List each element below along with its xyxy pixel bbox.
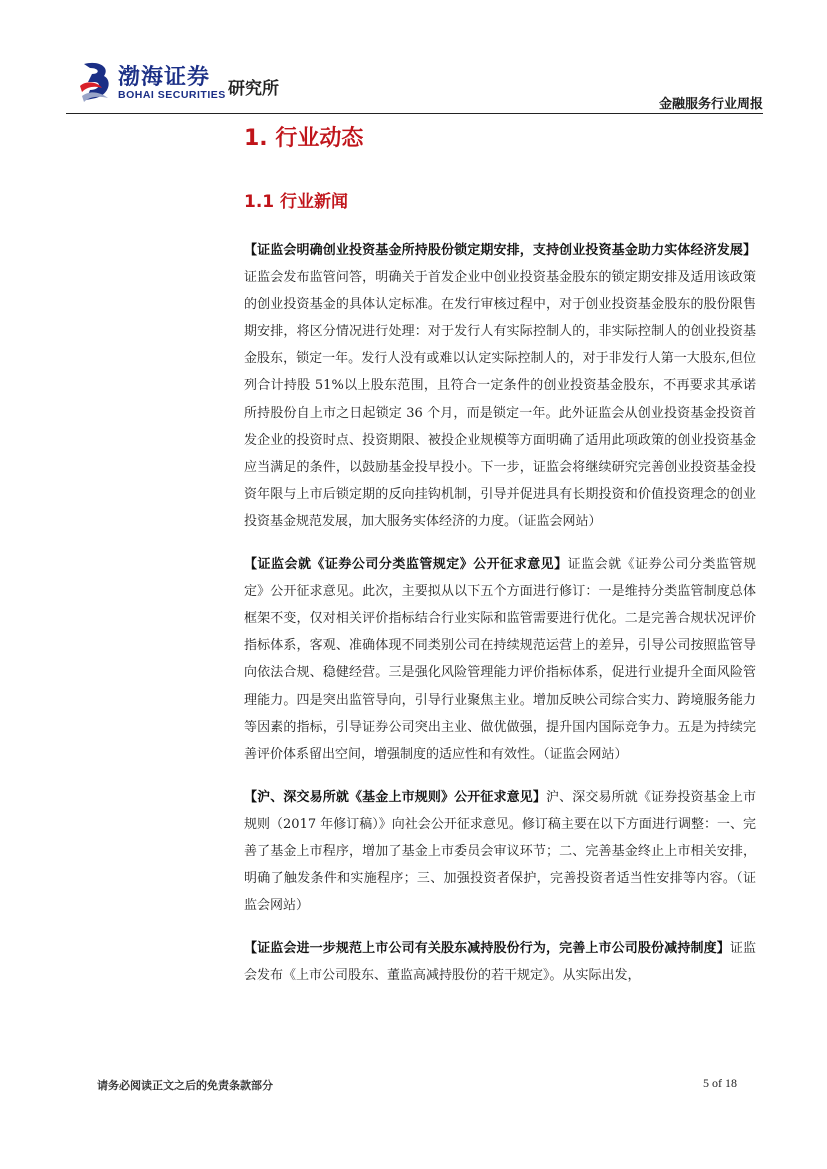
news-item	[244, 237, 756, 535]
news-headline: 【证监会进一步规范上市公司有关股东减持股份行为，完善上市公司股份减持制度】	[244, 941, 730, 957]
page-number: 5 of 18	[703, 1076, 737, 1090]
news-headline: 【证监会就《证券公司分类监管规定》公开征求意见】	[244, 557, 568, 573]
news-headline: 【证监会明确创业投资基金所持股份锁定期安排，支持创业投资基金助力实体经济发展】	[244, 243, 756, 258]
news-headline: 【沪、深交易所就《基金上市规则》公开征求意见】	[244, 789, 547, 805]
news-body: 证监会就《证券公司分类监管规定》公开征求意见。此次，主要拟从以下五个方面进行修订：一是维持分类监管制度总体框架不变，仅对相关评价指标结合行业实际和监管需要进行优化。二是完善合规状况评价指标体系，客观、准确体现不同类别公司在持续规范运营上的差异，引导公司按照监管导向依法合规、稳健经营。三是强化风险管理能力评价指标体系，促进行业提升全面风险管理能力。四是突出监管导向，引导行业聚焦主业。增加反映公司综合实力、跨境服务能力等因素的指标，引导证券公司突出主业、做优做强，提升国内国际竞争力。五是为持续完善评价体系留出空间，增强制度的适应性和有效性。（证监会网站）	[244, 557, 756, 762]
news-item	[244, 551, 756, 768]
page-header	[0, 0, 827, 115]
bohai-logo	[78, 60, 288, 106]
section-title: 1. 行业动态	[244, 126, 364, 151]
header-divider	[66, 113, 763, 114]
logo-chinese-name: 渤海证券	[118, 65, 211, 90]
news-body: 证监会发布《上市公司股东、董监高减持股份的若干规定》。从实际出发，	[244, 941, 756, 984]
news-item	[244, 784, 756, 919]
news-body: 沪、深交易所就《证券投资基金上市规则（2017 年修订稿）》向社会公开征求意见。修订稿主要在以下方面进行调整：一、完善了基金上市程序，增加了基金上市委员会审议环节；二、完善基金终止上市相关安排，明确了触发条件和实施程序；三、加强投资者保护，完善投资者适当性安排等内容。（证监会网站）	[244, 789, 756, 914]
institute-label: 研究所	[228, 79, 279, 99]
news-list	[244, 237, 756, 1005]
news-item	[244, 935, 756, 989]
logo-english-name: BOHAI SECURITIES	[118, 89, 226, 101]
report-type: 金融服务行业周报	[658, 97, 763, 112]
disclaimer-note: 请务必阅读正文之后的免责条款部分	[97, 1079, 273, 1092]
section-subtitle: 1.1 行业新闻	[244, 192, 349, 212]
news-body: 证监会发布监管问答，明确关于首发企业中创业投资基金股东的锁定期安排及适用该政策的创业投资基金的具体认定标准。在发行审核过程中，对于创业投资基金股东的股份限售期安排，将区分情况进行处理：对于发行人有实际控制人的，非实际控制人的创业投资基金股东，锁定一年。发行人没有或难以认定实际控制人的，对于非发行人第一大股东,但位列合计持股 51%以上股东范围，且符合一定条件的创业投资基金股东，不再要求其承诺所持股份自上市之日起锁定 36 个月，而是锁定一年。此外证监会从创业投资基金投资首发企业的投资时点、投资期限、被投企业规模等方面明确了适用此项政策的创业投资基金应当满足的条件，以鼓励基金投早投小。下一步，证监会将继续研究完善创业投资基金投资年限与上市后锁定期的反向挂钩机制，引导并促进具有长期投资和价值投资理念的创业投资基金规范发展，加大服务实体经济的力度。（证监会网站）	[244, 270, 756, 529]
bohai-logo-mark-icon	[78, 60, 114, 104]
